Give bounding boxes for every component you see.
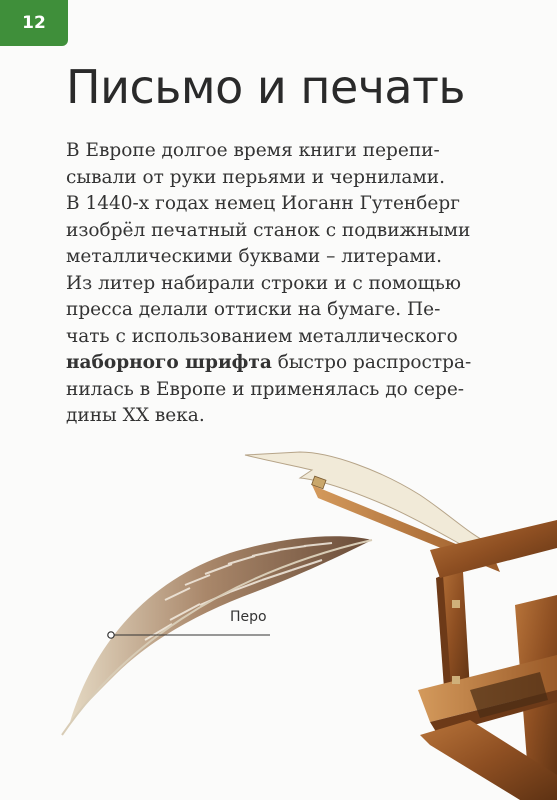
body-line: Из литер набирали строки и с помощью: [66, 272, 461, 294]
printing-press-image: [245, 452, 557, 800]
body-line: пресса делали оттиски на бумаге. Пе-: [66, 299, 441, 320]
page-number-badge: 12: [0, 0, 68, 46]
body-line: изобрёл печатный станок с подвижными: [66, 219, 471, 241]
body-line: металлическими буквами – литерами.: [66, 246, 442, 267]
body-line: нилась в Европе и применялась до сере-: [66, 378, 465, 400]
body-line: В Европе долгое время книги перепи-: [66, 140, 440, 161]
body-line: чать с использованием металлического: [66, 325, 458, 347]
bold-term: наборного шрифта: [66, 352, 272, 373]
body-line: сывали от руки перьями и чернилами.: [66, 166, 445, 188]
feather-label: Перо: [230, 609, 267, 625]
page-title: Письмо и печать: [66, 60, 466, 114]
body-line: дины XX века.: [66, 405, 205, 426]
body-line-rest: быстро распростра-: [271, 352, 472, 373]
body-line: В 1440-х годах немец Иоганн Гутенберг: [66, 193, 460, 214]
